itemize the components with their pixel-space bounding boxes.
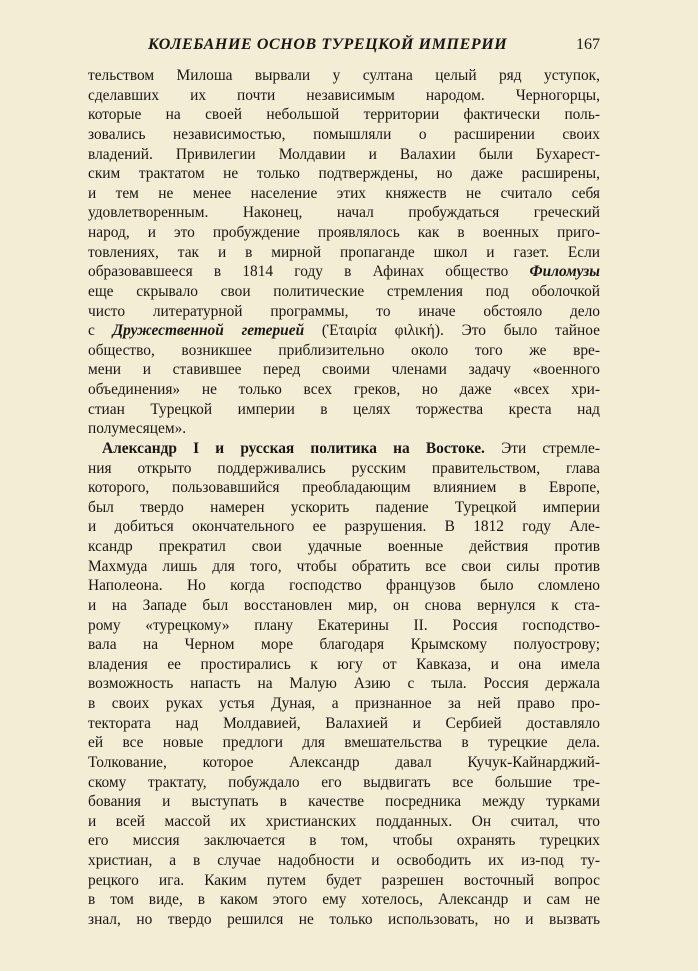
text-line: тельством Милоша вырвали у султана целый ряд уступок, <box>88 67 600 84</box>
text-line: вала на Черном море благодаря Крымскому полуострову; <box>88 636 600 654</box>
text-line: еще скрывало свои политические стремления под оболочкой <box>88 282 600 300</box>
text-line: зовались независимостью, помышляли о расширении своих <box>88 125 600 143</box>
text-line <box>88 321 600 341</box>
text-line: рецкого ига. Каким путем будет разрешен восточный вопрос <box>88 871 600 889</box>
text-line <box>88 262 600 282</box>
text-line: сделавших их почти независимым народом. Черногорцы, <box>88 86 600 104</box>
text-line: стиан Турецкой империи в целях торжества креста над <box>88 400 600 418</box>
text-line: рому «турецкому» плану Екатерины II. Россия господство- <box>88 616 600 634</box>
text-line: и всей массой их христианских подданных. Он считал, что <box>88 812 600 830</box>
text-line: христиан, а в случае надобности и освободить их из-под ту- <box>88 852 600 869</box>
text-line: ксандр прекратил свои удачные военные действия против <box>88 538 600 555</box>
text-line: скому трактату, побуждало его выдвигать все большие тре- <box>88 773 600 791</box>
line-text: с <box>88 322 95 340</box>
text-line: тектората над Молдавией, Валахией и Сербией доставляло <box>88 714 600 732</box>
text-line: Махмуда лишь для того, чтобы обратить все свои силы против <box>88 557 600 575</box>
line-text: образовавшееся в 1814 году в Афинах общество <box>88 263 509 281</box>
text-line: народ, и это пробуждение проявлялось как в военных приго- <box>88 224 600 241</box>
text-line: Наполеона. Но когда господство французов было сломлено <box>88 577 600 595</box>
text-line: которого, пользовавшийся преобладающим влиянием в Европе, <box>88 479 600 497</box>
text-line: ния открыто поддерживались русским правительством, глава <box>88 459 600 477</box>
text-line: знал, но твердо решился не только использовать, но и вызвать <box>88 910 600 928</box>
text-line: чисто литературной программы, то иначе обстояло дело <box>88 302 600 320</box>
text-line: его миссия заключается в том, чтобы охранять турецких <box>88 832 600 850</box>
text-line: и на Западе был восстановлен мир, он снова вернулся к ста- <box>88 596 600 614</box>
line-text: Это было тайное <box>461 322 600 340</box>
line-text: Эти стремле- <box>501 439 600 457</box>
text-line: ским трактатом не только подтверждены, но даже расширены, <box>88 165 600 183</box>
text-line: ей все новые предлоги для вмешательства в турецкие дела. <box>88 734 600 752</box>
text-line: и добиться окончательного ее разрушения. В 1812 году Але- <box>88 518 600 536</box>
text-line: в своих руках устья Дуная, а признанное за ней право про- <box>88 695 600 712</box>
paragraph-2 <box>88 439 600 930</box>
paragraph-1 <box>88 66 600 439</box>
page-header <box>88 36 600 60</box>
text-line: полумесяцем». <box>88 420 187 438</box>
body-text <box>88 66 600 930</box>
text-line <box>88 439 600 459</box>
page-number: 167 <box>576 36 600 53</box>
text-line: Толкование, которое Александр давал Кучук-Кайнарджий- <box>88 753 600 771</box>
text-line: был твердо намерен ускорить падение Турецкой империи <box>88 498 600 516</box>
text-line: в том виде, в каком этого ему хотелось, Александр и сам не <box>88 891 600 909</box>
text-line: товлениях, так и в мирной пропаганде школ и газет. Если <box>88 243 600 261</box>
text-line: которые на своей небольшой территории фактически поль- <box>88 106 600 124</box>
text-line: общество, возникшее приблизительно около того же вре- <box>88 341 600 359</box>
text-line: и тем не менее население этих княжеств не считало себя <box>88 184 600 202</box>
section-heading: Александр I и русская политика на Востоке. <box>102 439 485 457</box>
society-name-hetairia: Дружественной гетерией <box>112 322 305 340</box>
running-head: КОЛЕБАНИЕ ОСНОВ ТУРЕЦКОЙ ИМПЕРИИ <box>148 36 508 53</box>
text-line: удовлетворенным. Наконец, начал пробуждаться греческий <box>88 204 600 222</box>
text-line: владения ее простирались к югу от Кавказа, и она имела <box>88 655 600 673</box>
greek-name: (Ἑταιρία φιλική). <box>321 322 444 340</box>
text-line: бования и выступать в качестве посредника между турками <box>88 793 600 811</box>
society-name-filomuzy: Филомузы <box>529 263 600 281</box>
text-line: мени и ставившее перед своими членами задачу «военного <box>88 361 600 379</box>
text-line: возможность напасть на Малую Азию с тыла. Россия держала <box>88 675 600 693</box>
text-line: владений. Привилегии Молдавии и Валахии были Бухарест- <box>88 145 600 163</box>
text-line: объединения» не только всех греков, но даже «всех хри- <box>88 381 600 398</box>
